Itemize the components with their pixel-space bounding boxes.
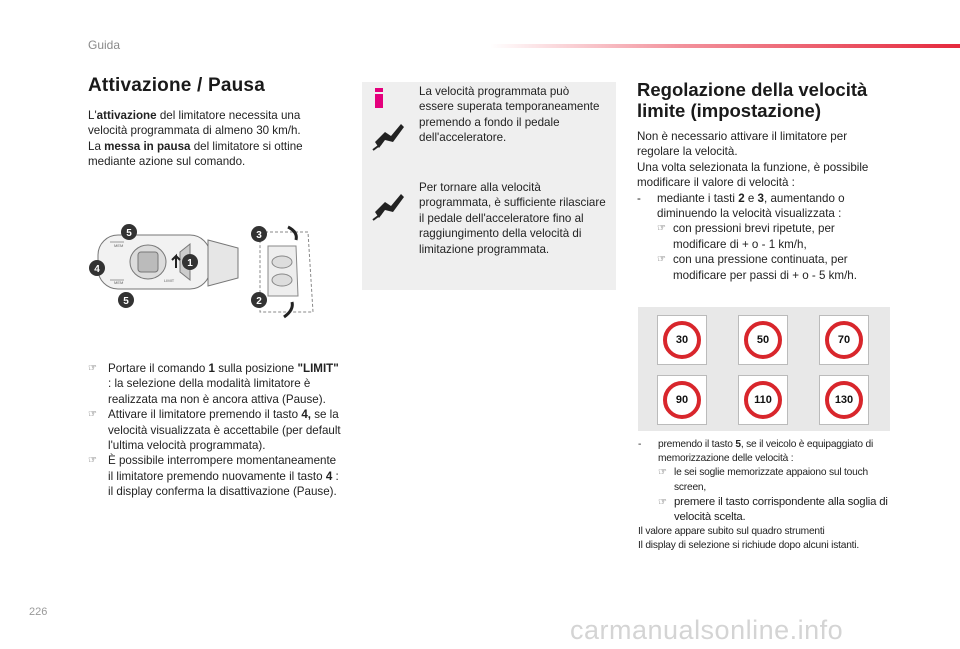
info-text-override: La velocità programmata può essere superata temporaneamente premendo a fondo il pedale dell'acceleratore.	[419, 85, 600, 145]
sub-item: ☞ premere il tasto corrispondente alla soglia di velocità scelta.	[658, 495, 888, 523]
svg-text:MEM: MEM	[114, 280, 124, 285]
badge-1: 1	[187, 258, 193, 269]
foot-pedal-press-icon	[371, 118, 407, 154]
bullet-icon: ☞	[658, 496, 667, 508]
info-icon	[372, 88, 386, 108]
sub-item: ☞ con una pressione continuata, per modificare per passi di + o - 5 km/h.	[657, 253, 857, 282]
speed-sign: 50	[744, 321, 782, 359]
badge-4: 4	[94, 264, 100, 275]
bullet-icon: ☞	[88, 363, 97, 374]
speed-presets-panel	[638, 307, 890, 431]
bullet-icon: ☞	[88, 455, 97, 467]
sub-item: ☞ le sei soglie memorizzate appaiono sul touch screen,	[658, 467, 868, 493]
final-note-1: Il valore appare subito sul quadro strumenti	[638, 525, 825, 537]
dash-item: - mediante i tasti 2 e 3, aumentando o diminuendo la velocità visualizzata :	[637, 191, 845, 221]
dash-marker: -	[638, 439, 642, 450]
intro-activation: L'attivazione del limitatore necessita una velocità programmata di almeno 30 km/h.	[88, 109, 301, 138]
foot-pedal-release-icon	[371, 188, 407, 224]
bullet-icon: ☞	[88, 409, 97, 421]
bullet-icon: ☞	[657, 254, 666, 266]
left-heading: Attivazione / Pausa	[88, 75, 265, 96]
sub-item: ☞ con pressioni brevi ripetute, per modificare di + o - 1 km/h,	[657, 222, 835, 251]
section-label: Guida	[88, 38, 121, 52]
info-text-return: Per tornare alla velocità programmata, è sufficiente rilasciare il pedale dell'acceleratore fino al raggiungimento della velocità di limitazione programmata.	[419, 181, 606, 256]
speed-sign: 130	[825, 381, 863, 419]
speed-sign: 110	[744, 381, 782, 419]
right-intro-2: Una volta selezionata la funzione, è possibile modificare il valore di velocità :	[637, 160, 869, 190]
speed-preset-button[interactable]	[657, 315, 707, 365]
speed-preset-button[interactable]	[819, 315, 869, 365]
svg-text:LIMIT: LIMIT	[164, 278, 175, 283]
speed-preset-button[interactable]	[738, 375, 788, 425]
header-accent-line	[490, 44, 960, 48]
speed-sign: 90	[663, 381, 701, 419]
speed-sign: 30	[663, 321, 701, 359]
badge-5-bottom: 5	[123, 296, 129, 307]
right-intro	[637, 129, 887, 283]
speed-preset-button[interactable]	[657, 375, 707, 425]
memory-instructions	[638, 438, 898, 553]
speed-sign: 70	[825, 321, 863, 359]
step-item: ☞ È possibile interrompere momentaneamente il limitatore premendo nuovamente il tasto 4 : il display conferma la disattivazione (Pause).	[88, 454, 339, 499]
activation-steps-list	[88, 361, 344, 500]
stalk-control-illustration	[88, 222, 333, 322]
speed-preset-button[interactable]	[819, 375, 869, 425]
dash-item: - premendo il tasto 5, se il veicolo è equipaggiato di memorizzazione delle velocità :	[638, 439, 874, 465]
badge-3: 3	[256, 230, 262, 241]
page-number: 226	[29, 606, 48, 618]
right-heading: Regolazione della velocità limite (impostazione)	[637, 79, 868, 121]
speed-preset-button[interactable]	[738, 315, 788, 365]
right-intro-1: Non è necessario attivare il limitatore per regolare la velocità.	[637, 130, 848, 159]
step-item: ☞ Attivare il limitatore premendo il tasto 4, se la velocità visualizzata è accettabile (per default l'ultima velocità programmata).	[88, 408, 341, 453]
step-item: ☞ Portare il comando 1 sulla posizione "LIMIT" : la selezione della modalità limitatore è realizzata ma non è ancora attiva (Pause).	[88, 362, 339, 406]
watermark: carmanualsonline.info	[570, 615, 844, 645]
svg-text:MEM: MEM	[114, 243, 124, 248]
bullet-icon: ☞	[657, 223, 666, 235]
intro-pause: La messa in pausa del limitatore si ottine mediante azione sul comando.	[88, 139, 303, 169]
dash-marker: -	[637, 191, 641, 205]
bullet-icon: ☞	[658, 467, 667, 479]
final-note-2: Il display di selezione si richiude dopo alcuni istanti.	[638, 540, 859, 552]
badge-2: 2	[256, 296, 262, 307]
left-intro	[88, 108, 328, 170]
badge-5-top: 5	[126, 228, 132, 239]
